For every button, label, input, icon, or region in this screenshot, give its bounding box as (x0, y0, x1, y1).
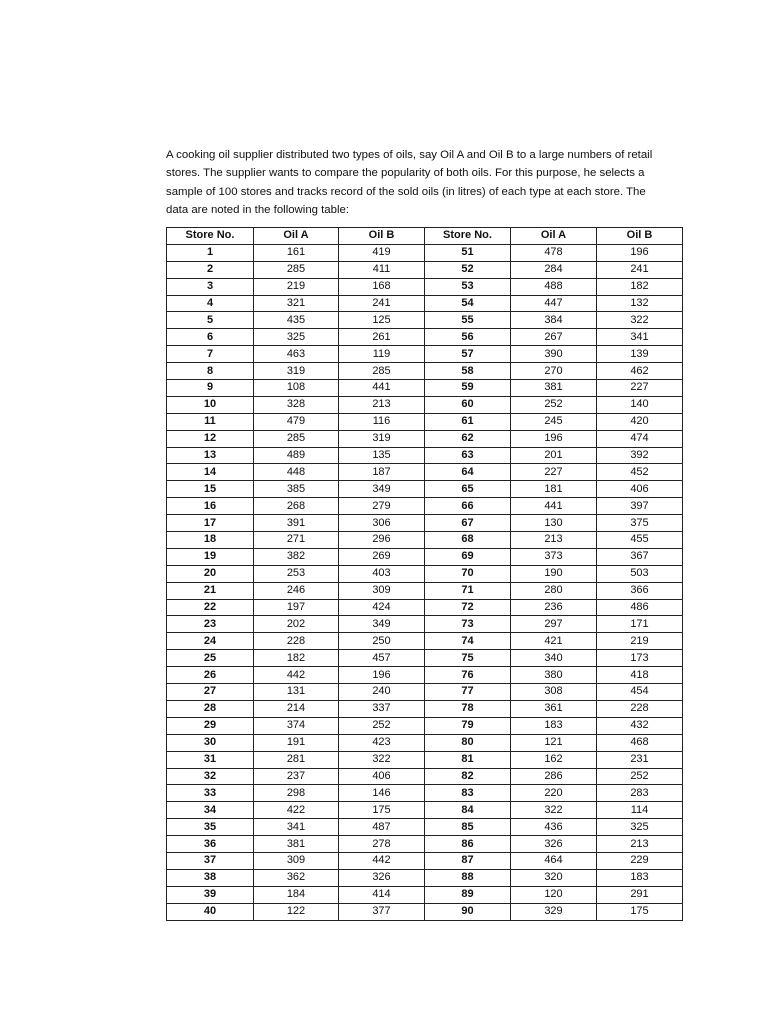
cell-oil-a-left: 268 (254, 498, 339, 515)
cell-oil-b-left: 403 (339, 565, 425, 582)
cell-store-no-right: 60 (425, 396, 511, 413)
table-row (167, 650, 683, 667)
cell-store-no-left: 11 (167, 413, 254, 430)
cell-oil-a-right: 280 (511, 582, 597, 599)
cell-oil-b-right: 474 (597, 430, 683, 447)
cell-oil-b-right: 252 (597, 768, 683, 785)
cell-store-no-left: 20 (167, 565, 254, 582)
cell-oil-a-left: 381 (254, 836, 339, 853)
cell-oil-b-left: 278 (339, 836, 425, 853)
cell-oil-a-right: 326 (511, 836, 597, 853)
cell-store-no-right: 84 (425, 802, 511, 819)
cell-oil-a-right: 380 (511, 667, 597, 684)
cell-oil-b-right: 418 (597, 667, 683, 684)
cell-oil-a-right: 329 (511, 903, 597, 920)
cell-oil-a-left: 479 (254, 413, 339, 430)
cell-oil-b-left: 419 (339, 244, 425, 261)
cell-store-no-left: 32 (167, 768, 254, 785)
cell-store-no-left: 30 (167, 734, 254, 751)
cell-store-no-right: 75 (425, 650, 511, 667)
cell-oil-b-left: 349 (339, 481, 425, 498)
cell-oil-b-right: 140 (597, 396, 683, 413)
table-row (167, 481, 683, 498)
cell-store-no-right: 74 (425, 633, 511, 650)
cell-store-no-right: 62 (425, 430, 511, 447)
table-row (167, 599, 683, 616)
cell-store-no-right: 90 (425, 903, 511, 920)
cell-oil-b-left: 279 (339, 498, 425, 515)
cell-oil-b-left: 252 (339, 717, 425, 734)
cell-oil-b-right: 291 (597, 886, 683, 903)
cell-oil-a-right: 121 (511, 734, 597, 751)
table-body (167, 244, 683, 920)
cell-store-no-right: 77 (425, 684, 511, 701)
cell-oil-b-left: 213 (339, 396, 425, 413)
cell-store-no-left: 36 (167, 836, 254, 853)
table-row (167, 903, 683, 920)
cell-store-no-left: 5 (167, 312, 254, 329)
cell-store-no-right: 58 (425, 363, 511, 380)
table-row (167, 261, 683, 278)
cell-oil-b-left: 377 (339, 903, 425, 920)
table-row (167, 852, 683, 869)
cell-oil-a-left: 161 (254, 244, 339, 261)
cell-oil-b-left: 319 (339, 430, 425, 447)
table-row (167, 548, 683, 565)
cell-oil-b-left: 168 (339, 278, 425, 295)
cell-store-no-right: 83 (425, 785, 511, 802)
cell-oil-b-left: 442 (339, 852, 425, 869)
header-oil-a-left: Oil A (254, 228, 339, 245)
cell-store-no-left: 19 (167, 548, 254, 565)
cell-store-no-right: 69 (425, 548, 511, 565)
cell-oil-b-right: 325 (597, 819, 683, 836)
table-header-row (167, 228, 683, 245)
cell-oil-a-right: 196 (511, 430, 597, 447)
cell-oil-b-left: 423 (339, 734, 425, 751)
cell-oil-b-left: 424 (339, 599, 425, 616)
cell-oil-b-right: 229 (597, 852, 683, 869)
cell-store-no-right: 57 (425, 346, 511, 363)
header-store-no-left: Store No. (167, 228, 254, 245)
cell-oil-a-left: 122 (254, 903, 339, 920)
cell-oil-a-right: 227 (511, 464, 597, 481)
cell-oil-a-left: 422 (254, 802, 339, 819)
cell-oil-a-right: 447 (511, 295, 597, 312)
table-row (167, 768, 683, 785)
cell-oil-b-left: 349 (339, 616, 425, 633)
cell-oil-a-left: 219 (254, 278, 339, 295)
cell-oil-a-right: 478 (511, 244, 597, 261)
table-row (167, 312, 683, 329)
table-row (167, 532, 683, 549)
cell-oil-b-right: 397 (597, 498, 683, 515)
cell-oil-b-left: 309 (339, 582, 425, 599)
cell-oil-a-left: 285 (254, 261, 339, 278)
cell-oil-b-right: 468 (597, 734, 683, 751)
cell-oil-b-left: 411 (339, 261, 425, 278)
cell-oil-a-left: 309 (254, 852, 339, 869)
cell-oil-b-right: 241 (597, 261, 683, 278)
cell-oil-b-left: 457 (339, 650, 425, 667)
cell-store-no-right: 56 (425, 329, 511, 346)
cell-store-no-left: 16 (167, 498, 254, 515)
cell-oil-a-right: 340 (511, 650, 597, 667)
table-row (167, 278, 683, 295)
cell-oil-a-left: 328 (254, 396, 339, 413)
header-oil-b-right: Oil B (597, 228, 683, 245)
cell-store-no-left: 1 (167, 244, 254, 261)
cell-oil-a-left: 362 (254, 869, 339, 886)
cell-oil-a-right: 322 (511, 802, 597, 819)
cell-store-no-right: 87 (425, 852, 511, 869)
intro-text: A cooking oil supplier distributed two types of oils, say Oil A and Oil B to a large numbers of retail stores. The supplier wants to compare the popularity of both oils. For this purpose, he selects a sample of 100 stores and tracks record of the sold oils (in litres) of each type at each store. The data are noted in the following table: (166, 149, 653, 217)
cell-store-no-left: 3 (167, 278, 254, 295)
cell-oil-b-right: 406 (597, 481, 683, 498)
cell-oil-a-right: 361 (511, 700, 597, 717)
cell-store-no-right: 65 (425, 481, 511, 498)
cell-store-no-left: 31 (167, 751, 254, 768)
cell-oil-a-right: 252 (511, 396, 597, 413)
cell-oil-a-left: 385 (254, 481, 339, 498)
cell-oil-b-left: 414 (339, 886, 425, 903)
table-row (167, 684, 683, 701)
cell-oil-b-left: 175 (339, 802, 425, 819)
cell-oil-b-left: 240 (339, 684, 425, 701)
table-row (167, 498, 683, 515)
cell-store-no-right: 59 (425, 380, 511, 397)
table-row (167, 582, 683, 599)
cell-store-no-left: 7 (167, 346, 254, 363)
table-row (167, 413, 683, 430)
cell-store-no-right: 82 (425, 768, 511, 785)
cell-store-no-left: 39 (167, 886, 254, 903)
cell-store-no-left: 4 (167, 295, 254, 312)
cell-oil-b-right: 175 (597, 903, 683, 920)
table-row (167, 785, 683, 802)
table-row (167, 836, 683, 853)
cell-oil-a-left: 197 (254, 599, 339, 616)
table-row (167, 396, 683, 413)
table-row (167, 363, 683, 380)
cell-oil-a-right: 220 (511, 785, 597, 802)
cell-oil-a-left: 253 (254, 565, 339, 582)
cell-oil-b-right: 183 (597, 869, 683, 886)
cell-oil-b-left: 441 (339, 380, 425, 397)
cell-store-no-right: 52 (425, 261, 511, 278)
cell-store-no-left: 8 (167, 363, 254, 380)
cell-store-no-left: 38 (167, 869, 254, 886)
cell-store-no-right: 70 (425, 565, 511, 582)
table-row (167, 430, 683, 447)
table-row (167, 667, 683, 684)
cell-store-no-right: 78 (425, 700, 511, 717)
cell-oil-a-right: 130 (511, 515, 597, 532)
cell-oil-b-right: 213 (597, 836, 683, 853)
cell-store-no-right: 67 (425, 515, 511, 532)
cell-oil-a-left: 228 (254, 633, 339, 650)
cell-store-no-right: 85 (425, 819, 511, 836)
cell-oil-a-left: 319 (254, 363, 339, 380)
table-row (167, 447, 683, 464)
cell-oil-a-right: 181 (511, 481, 597, 498)
cell-store-no-left: 26 (167, 667, 254, 684)
cell-oil-b-left: 196 (339, 667, 425, 684)
cell-store-no-right: 53 (425, 278, 511, 295)
cell-oil-a-left: 298 (254, 785, 339, 802)
cell-oil-a-right: 373 (511, 548, 597, 565)
cell-store-no-right: 81 (425, 751, 511, 768)
cell-oil-b-right: 367 (597, 548, 683, 565)
cell-oil-a-right: 441 (511, 498, 597, 515)
cell-store-no-right: 73 (425, 616, 511, 633)
cell-oil-b-left: 326 (339, 869, 425, 886)
cell-store-no-right: 55 (425, 312, 511, 329)
cell-oil-b-right: 283 (597, 785, 683, 802)
cell-store-no-left: 24 (167, 633, 254, 650)
cell-store-no-left: 37 (167, 852, 254, 869)
cell-oil-a-left: 214 (254, 700, 339, 717)
cell-oil-a-right: 162 (511, 751, 597, 768)
table-row (167, 346, 683, 363)
cell-oil-a-right: 381 (511, 380, 597, 397)
cell-store-no-left: 34 (167, 802, 254, 819)
cell-oil-a-right: 390 (511, 346, 597, 363)
cell-oil-a-left: 281 (254, 751, 339, 768)
cell-oil-a-right: 464 (511, 852, 597, 869)
table-row (167, 464, 683, 481)
cell-oil-b-right: 171 (597, 616, 683, 633)
cell-oil-a-left: 489 (254, 447, 339, 464)
cell-oil-a-left: 246 (254, 582, 339, 599)
cell-store-no-right: 71 (425, 582, 511, 599)
header-store-no-right: Store No. (425, 228, 511, 245)
cell-store-no-left: 15 (167, 481, 254, 498)
cell-store-no-right: 54 (425, 295, 511, 312)
cell-oil-b-right: 132 (597, 295, 683, 312)
table-row (167, 329, 683, 346)
cell-store-no-right: 80 (425, 734, 511, 751)
cell-oil-b-right: 486 (597, 599, 683, 616)
cell-oil-a-left: 374 (254, 717, 339, 734)
cell-store-no-right: 61 (425, 413, 511, 430)
cell-store-no-left: 40 (167, 903, 254, 920)
cell-oil-a-left: 321 (254, 295, 339, 312)
cell-store-no-left: 28 (167, 700, 254, 717)
cell-oil-b-left: 406 (339, 768, 425, 785)
cell-oil-b-right: 454 (597, 684, 683, 701)
table-row (167, 734, 683, 751)
cell-oil-a-left: 108 (254, 380, 339, 397)
cell-oil-b-right: 219 (597, 633, 683, 650)
cell-oil-b-right: 182 (597, 278, 683, 295)
cell-store-no-left: 10 (167, 396, 254, 413)
table-row (167, 515, 683, 532)
cell-oil-a-left: 442 (254, 667, 339, 684)
cell-oil-b-right: 452 (597, 464, 683, 481)
intro-paragraph (166, 146, 656, 220)
cell-oil-b-right: 392 (597, 447, 683, 464)
cell-oil-a-right: 183 (511, 717, 597, 734)
cell-store-no-left: 25 (167, 650, 254, 667)
cell-store-no-left: 9 (167, 380, 254, 397)
cell-oil-a-right: 488 (511, 278, 597, 295)
cell-oil-a-right: 286 (511, 768, 597, 785)
cell-oil-b-left: 135 (339, 447, 425, 464)
table-row (167, 295, 683, 312)
cell-store-no-left: 6 (167, 329, 254, 346)
cell-store-no-right: 89 (425, 886, 511, 903)
cell-oil-a-left: 271 (254, 532, 339, 549)
cell-oil-b-right: 503 (597, 565, 683, 582)
cell-oil-a-right: 213 (511, 532, 597, 549)
cell-oil-a-right: 267 (511, 329, 597, 346)
table-row (167, 616, 683, 633)
cell-store-no-right: 86 (425, 836, 511, 853)
cell-store-no-left: 14 (167, 464, 254, 481)
cell-oil-a-right: 308 (511, 684, 597, 701)
cell-store-no-left: 2 (167, 261, 254, 278)
cell-store-no-right: 64 (425, 464, 511, 481)
table-row (167, 802, 683, 819)
cell-oil-a-right: 384 (511, 312, 597, 329)
cell-oil-a-left: 325 (254, 329, 339, 346)
table-row (167, 565, 683, 582)
cell-oil-a-right: 201 (511, 447, 597, 464)
cell-oil-a-right: 320 (511, 869, 597, 886)
cell-oil-a-left: 391 (254, 515, 339, 532)
cell-oil-b-right: 228 (597, 700, 683, 717)
cell-oil-a-left: 448 (254, 464, 339, 481)
cell-store-no-right: 76 (425, 667, 511, 684)
cell-store-no-left: 29 (167, 717, 254, 734)
cell-store-no-left: 13 (167, 447, 254, 464)
cell-oil-b-right: 462 (597, 363, 683, 380)
table-row (167, 380, 683, 397)
cell-store-no-left: 35 (167, 819, 254, 836)
cell-store-no-right: 51 (425, 244, 511, 261)
cell-oil-a-right: 436 (511, 819, 597, 836)
cell-oil-b-right: 173 (597, 650, 683, 667)
cell-oil-b-left: 487 (339, 819, 425, 836)
cell-oil-b-left: 337 (339, 700, 425, 717)
cell-oil-b-right: 341 (597, 329, 683, 346)
cell-oil-a-left: 131 (254, 684, 339, 701)
table-row (167, 869, 683, 886)
cell-oil-a-left: 382 (254, 548, 339, 565)
cell-oil-b-right: 227 (597, 380, 683, 397)
cell-store-no-left: 23 (167, 616, 254, 633)
cell-oil-b-left: 241 (339, 295, 425, 312)
cell-oil-b-left: 322 (339, 751, 425, 768)
table-row (167, 751, 683, 768)
cell-oil-a-right: 245 (511, 413, 597, 430)
cell-oil-b-right: 366 (597, 582, 683, 599)
cell-oil-a-left: 435 (254, 312, 339, 329)
cell-oil-a-left: 237 (254, 768, 339, 785)
cell-store-no-left: 33 (167, 785, 254, 802)
cell-store-no-right: 72 (425, 599, 511, 616)
cell-store-no-right: 63 (425, 447, 511, 464)
cell-oil-a-right: 120 (511, 886, 597, 903)
table-row (167, 244, 683, 261)
cell-oil-b-left: 116 (339, 413, 425, 430)
cell-oil-a-left: 202 (254, 616, 339, 633)
cell-oil-b-left: 125 (339, 312, 425, 329)
cell-oil-b-left: 306 (339, 515, 425, 532)
cell-oil-b-right: 196 (597, 244, 683, 261)
cell-oil-b-left: 146 (339, 785, 425, 802)
cell-store-no-right: 68 (425, 532, 511, 549)
cell-oil-a-left: 184 (254, 886, 339, 903)
cell-oil-b-right: 231 (597, 751, 683, 768)
cell-store-no-left: 18 (167, 532, 254, 549)
cell-oil-a-right: 421 (511, 633, 597, 650)
cell-oil-b-right: 114 (597, 802, 683, 819)
cell-store-no-right: 66 (425, 498, 511, 515)
table-row (167, 819, 683, 836)
cell-oil-b-right: 375 (597, 515, 683, 532)
cell-oil-b-left: 269 (339, 548, 425, 565)
cell-oil-b-right: 420 (597, 413, 683, 430)
cell-oil-a-right: 297 (511, 616, 597, 633)
cell-store-no-left: 21 (167, 582, 254, 599)
cell-oil-b-left: 250 (339, 633, 425, 650)
cell-oil-b-right: 139 (597, 346, 683, 363)
cell-oil-b-right: 322 (597, 312, 683, 329)
cell-store-no-left: 22 (167, 599, 254, 616)
cell-oil-b-left: 296 (339, 532, 425, 549)
cell-store-no-right: 79 (425, 717, 511, 734)
cell-oil-a-right: 270 (511, 363, 597, 380)
cell-oil-a-right: 190 (511, 565, 597, 582)
cell-oil-a-left: 285 (254, 430, 339, 447)
table-row (167, 633, 683, 650)
table-row (167, 886, 683, 903)
oil-sales-table (166, 227, 683, 921)
cell-store-no-left: 17 (167, 515, 254, 532)
cell-oil-a-left: 191 (254, 734, 339, 751)
cell-oil-b-left: 187 (339, 464, 425, 481)
cell-oil-a-left: 463 (254, 346, 339, 363)
cell-oil-b-right: 455 (597, 532, 683, 549)
cell-store-no-right: 88 (425, 869, 511, 886)
header-oil-a-right: Oil A (511, 228, 597, 245)
cell-store-no-left: 27 (167, 684, 254, 701)
table-row (167, 717, 683, 734)
cell-oil-a-right: 236 (511, 599, 597, 616)
cell-oil-a-left: 341 (254, 819, 339, 836)
header-oil-b-left: Oil B (339, 228, 425, 245)
cell-oil-b-right: 432 (597, 717, 683, 734)
cell-oil-b-left: 285 (339, 363, 425, 380)
cell-store-no-left: 12 (167, 430, 254, 447)
cell-oil-b-left: 119 (339, 346, 425, 363)
table-row (167, 700, 683, 717)
cell-oil-b-left: 261 (339, 329, 425, 346)
cell-oil-a-left: 182 (254, 650, 339, 667)
cell-oil-a-right: 284 (511, 261, 597, 278)
